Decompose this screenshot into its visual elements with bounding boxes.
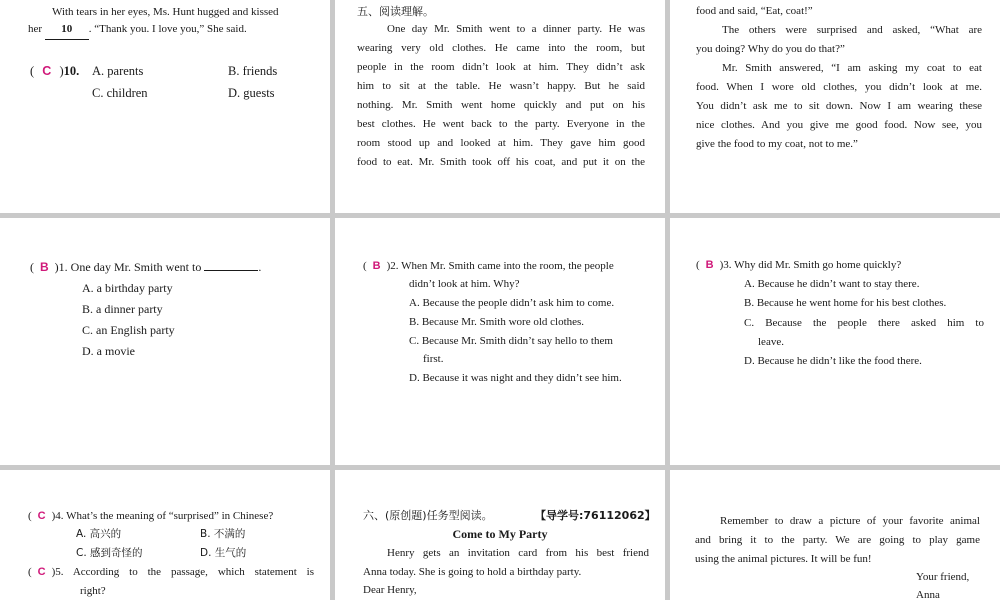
- answer-mark: C: [37, 510, 46, 522]
- panel-cloze-end: [0, 0, 330, 213]
- letter-signature: Anna: [916, 589, 940, 600]
- cloze-line-1: With tears in her eyes, Ms. Hunt hugged and kissed: [52, 6, 279, 18]
- question-number: 10.: [63, 64, 80, 78]
- passage-line: wearing very old clothes. He came into the room, but: [357, 42, 645, 54]
- option-c-cont: leave.: [758, 336, 784, 348]
- cloze-line-2: [28, 20, 247, 40]
- passage-line: Mr. Smith answered, “I am asking my coat to eat: [722, 62, 982, 74]
- answer-mark: C: [37, 566, 46, 578]
- option-a: A. 高兴的: [76, 528, 122, 540]
- question-text: 2. When Mr. Smith came into the room, the people: [390, 260, 614, 272]
- passage-line: best clothes. He went back to the party. Everyone in the: [357, 118, 645, 130]
- answer-mark: C: [42, 64, 52, 78]
- panel-question-1: [0, 218, 330, 465]
- option-a: A. Because the people didn’t ask him to come.: [409, 297, 615, 309]
- passage-line: people in the room didn’t look at him. They didn’t ask: [357, 61, 645, 73]
- letter-line: using the animal pictures. It will be fun!: [695, 553, 872, 565]
- option-c: C. Because Mr. Smith didn’t say hello to them: [409, 335, 613, 347]
- question-10: [30, 62, 79, 81]
- passage-line: Henry gets an invitation card from his best friend: [387, 547, 649, 559]
- panel-task-reading: [335, 470, 665, 600]
- option-d: D. Because it was night and they didn’t see him.: [409, 372, 622, 384]
- letter-greeting: Dear Henry,: [363, 584, 417, 596]
- passage-line: One day Mr. Smith went to a dinner party. He was: [387, 23, 645, 35]
- letter-line: and bring it to the party. We are going to play game: [695, 534, 980, 546]
- cloze-line-2-pre: her: [28, 23, 45, 35]
- passage-line: you doing? Why do you do that?”: [696, 43, 845, 55]
- passage-line: You didn’t ask me to sit down. Now I am wearing these: [696, 100, 982, 112]
- answer-mark: B: [372, 260, 381, 272]
- cloze-blank-10: 10: [45, 20, 89, 40]
- question-text: 4. What’s the meaning of “surprised” in Chinese?: [55, 510, 274, 522]
- option-b: B. 不满的: [200, 528, 246, 540]
- option-a: A. parents: [92, 64, 144, 78]
- panel-question-2: [335, 218, 665, 465]
- passage-line: food to eat. Mr. Smith took off his coat, and put it on the: [357, 156, 645, 168]
- guide-number: 【导学号:76112062】: [535, 509, 656, 522]
- passage-line: give the food to my coat, not to me.”: [696, 138, 858, 150]
- question-5-stem: ( C ) 5. According to the passage, which statement is: [28, 563, 314, 582]
- paren-close: ): [59, 64, 64, 78]
- option-c: C. Because the people there asked him to: [744, 317, 984, 329]
- option-d: D. Because he didn’t like the food there.: [744, 355, 922, 367]
- passage-line: room stood up and looked at him. They gave him good: [357, 137, 645, 149]
- question-text: 5. According to the passage, which statement is: [55, 566, 314, 578]
- answer-mark: B: [40, 260, 49, 274]
- option-c: C. an English party: [82, 323, 175, 337]
- answer-mark: B: [705, 259, 714, 271]
- question-5-stem-cont: right?: [80, 585, 106, 597]
- option-b: B. a dinner party: [82, 302, 163, 316]
- question-2-stem-cont: didn’t look at him. Why?: [409, 278, 520, 290]
- option-c-cont: first.: [423, 353, 444, 365]
- passage-line: nice clothes. And you give me good food. Now see, you: [696, 119, 982, 131]
- answer-blank: [204, 270, 258, 271]
- passage-line: nothing. Mr. Smith went home quickly and put on his: [357, 99, 645, 111]
- paren-open: (: [30, 64, 35, 78]
- section-heading: 五、阅读理解。: [357, 5, 434, 18]
- passage-line: food and said, “Eat, coat!”: [696, 5, 813, 17]
- question-4-stem: ( C )4. What’s the meaning of “surprised” in Chinese?: [28, 510, 274, 522]
- option-b: B. friends: [228, 64, 278, 78]
- letter-line: Remember to draw a picture of your favorite animal: [720, 515, 980, 527]
- option-c: C. children: [92, 86, 148, 100]
- passage-line: Anna today. She is going to hold a birthday party.: [363, 566, 582, 578]
- panel-question-4-5: [0, 470, 330, 600]
- question-3-stem: ( B )3. Why did Mr. Smith go home quickly?: [696, 259, 902, 271]
- option-d: D. 生气的: [200, 547, 247, 559]
- passage-line: food. When I wore old clothes, you didn’t look at me.: [696, 81, 982, 93]
- panel-reading-passage-1: [335, 0, 665, 213]
- option-d: D. a movie: [82, 344, 135, 358]
- question-2-stem: ( B )2. When Mr. Smith came into the room, the people: [363, 260, 614, 272]
- letter-closing: Your friend,: [916, 571, 970, 583]
- option-b: B. Because Mr. Smith wore old clothes.: [409, 316, 585, 328]
- question-1-stem: ( B )1. One day Mr. Smith went to .: [30, 260, 262, 274]
- panel-reading-passage-2: [670, 0, 1000, 213]
- passage-title: Come to My Party: [452, 527, 548, 541]
- option-b: B. Because he went home for his best clothes.: [744, 297, 947, 309]
- panel-invitation-letter: [670, 470, 1000, 600]
- panel-question-3: [670, 218, 1000, 465]
- passage-line: The others were surprised and asked, “What are: [722, 24, 982, 36]
- option-c: C. 感到奇怪的: [76, 547, 143, 559]
- question-text: 3. Why did Mr. Smith go home quickly?: [723, 259, 902, 271]
- passage-line: him to sit at the table. He wasn’t happy. But he said: [357, 80, 645, 92]
- option-a: A. Because he didn’t want to stay there.: [744, 278, 920, 290]
- cloze-line-2-post: . “Thank you. I love you,” She said.: [88, 23, 247, 35]
- question-text: 1. One day Mr. Smith went to: [58, 260, 202, 274]
- option-d: D. guests: [228, 86, 275, 100]
- section-heading: 六、(原创题)任务型阅读。: [363, 509, 493, 522]
- option-a: A. a birthday party: [82, 281, 173, 295]
